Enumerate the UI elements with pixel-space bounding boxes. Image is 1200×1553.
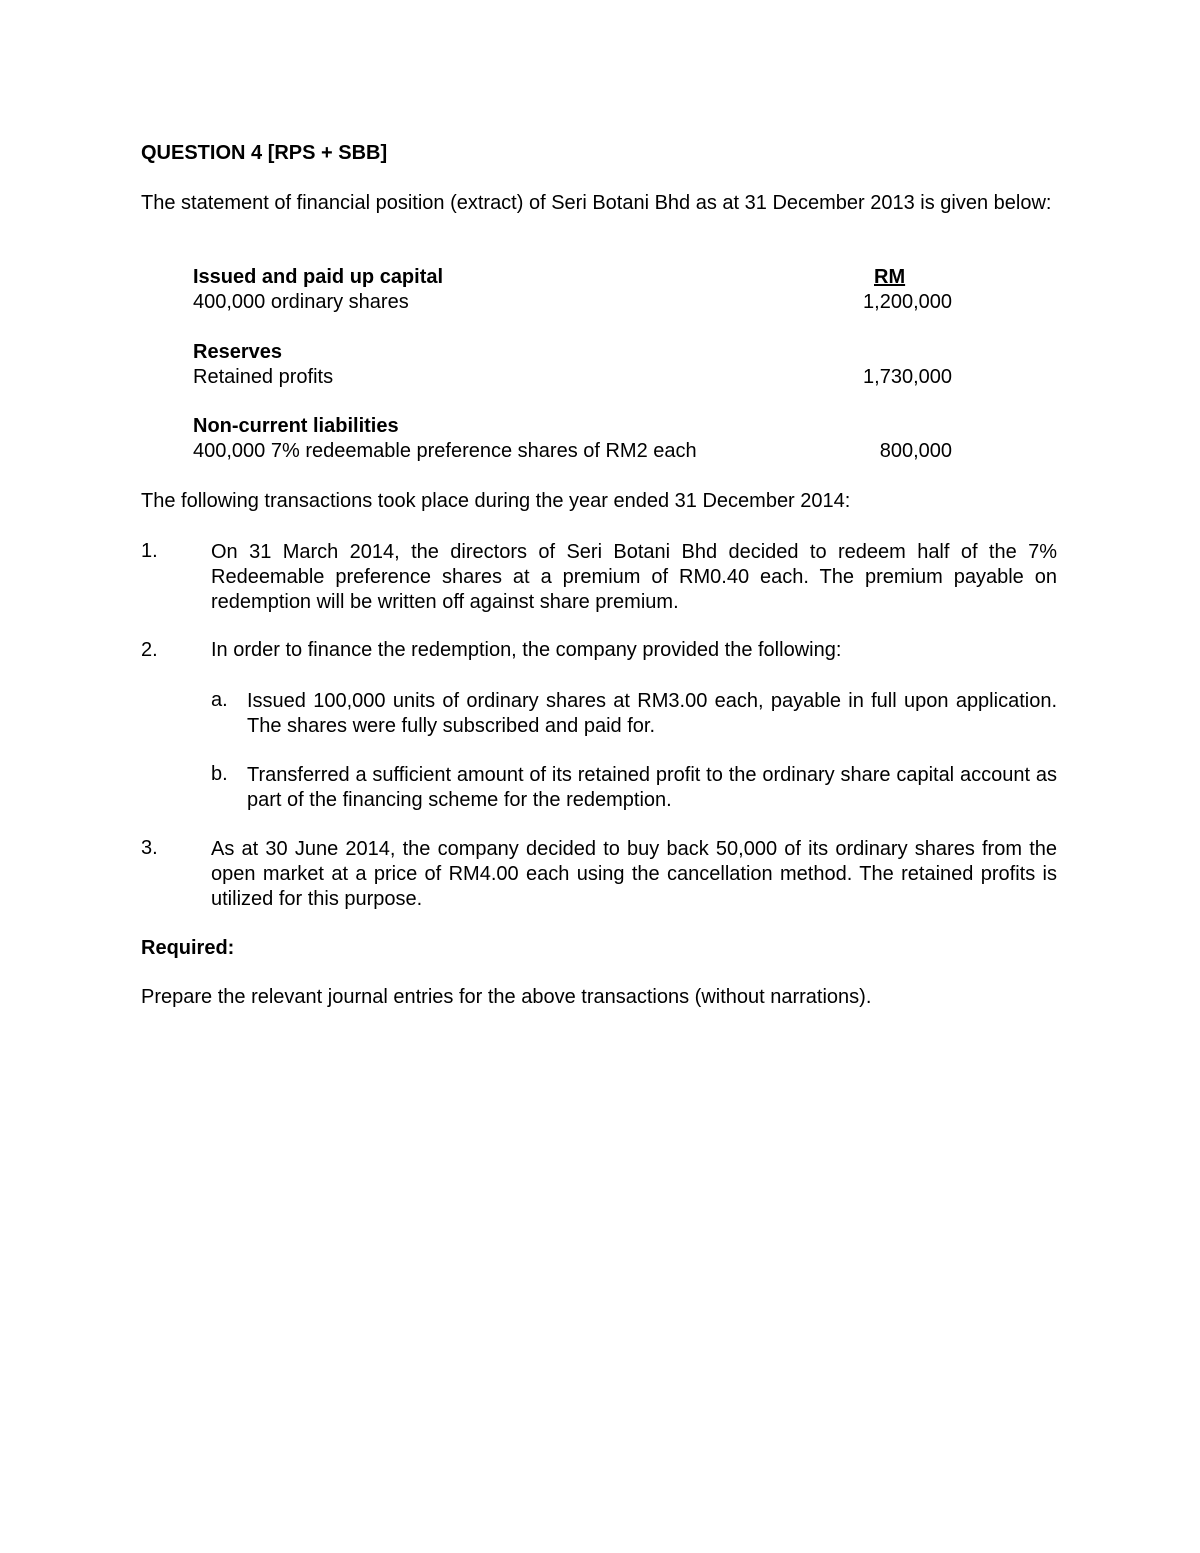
reserves-heading: Reserves <box>193 341 282 363</box>
transaction-text: On 31 March 2014, the directors of Seri Botani Bhd decided to redeem half of the 7% Redeemable preference shares at a premium of RM0.40 each. The premium payable on redemption will be written off against share premium. <box>211 541 1057 613</box>
required-text: Prepare the relevant journal entries for the above transactions (without narrations). <box>141 986 872 1008</box>
transaction-text: As at 30 June 2014, the company decided to buy back 50,000 of its ordinary shares from the open market at a price of RM4.00 each using the cancellation method. The retained profits is utilized for this purpose. <box>211 838 1057 910</box>
transaction-number: 3. <box>141 837 158 859</box>
reserves-amount: 1,730,000 <box>863 366 952 388</box>
capital-amount: 1,200,000 <box>863 291 952 313</box>
liabilities-heading: Non-current liabilities <box>193 415 399 437</box>
transactions-intro: The following transactions took place during the year ended 31 December 2014: <box>141 490 851 512</box>
reserves-item: Retained profits <box>193 366 334 388</box>
capital-heading: Issued and paid up capital <box>193 266 444 288</box>
question-title: QUESTION 4 [RPS + SBB] <box>141 142 388 164</box>
sub-item-text: Issued 100,000 units of ordinary shares at RM3.00 each, payable in full upon application. The shares were fully subscribed and paid for. <box>247 690 1057 737</box>
transaction-number: 2. <box>141 639 158 661</box>
capital-item: 400,000 ordinary shares <box>193 291 409 313</box>
transaction-number: 1. <box>141 540 158 562</box>
liabilities-item: 400,000 7% redeemable preference shares of RM2 each <box>193 440 697 462</box>
sub-item-letter: a. <box>211 689 228 711</box>
sub-item-letter: b. <box>211 763 228 785</box>
required-heading: Required: <box>141 937 235 959</box>
currency-header: RM <box>874 266 906 288</box>
sub-item-text: Transferred a sufficient amount of its retained profit to the ordinary share capital account as part of the financing scheme for the redemption. <box>247 764 1057 811</box>
intro-paragraph: The statement of financial position (extract) of Seri Botani Bhd as at 31 December 2013 is given below: <box>141 192 1052 214</box>
liabilities-amount: 800,000 <box>879 440 952 462</box>
transaction-text: In order to finance the redemption, the company provided the following: <box>211 639 842 661</box>
